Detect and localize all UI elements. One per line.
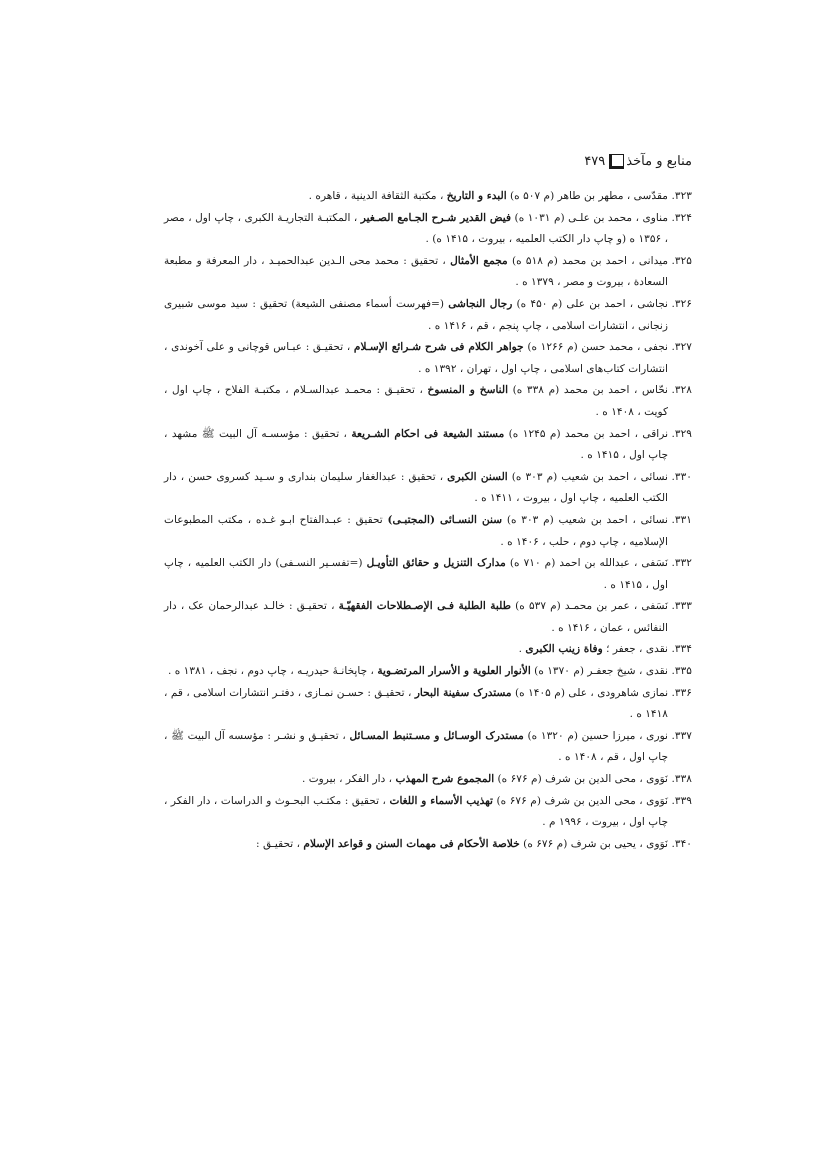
entry-title: مستدرک سفینة البحار	[414, 686, 512, 699]
entry-details: (=فهرست أسماء مصنفی الشیعة) تحقیق : سید موسی شبیری زنجانی ، انتشارات اسلامی ، چاپ پنجم ، قم ، ۱۴۱۶ ه .	[164, 297, 668, 332]
bibliography-entry	[164, 294, 692, 337]
entry-number: ۳۲۵.	[671, 254, 692, 267]
entry-details: تحقیق : عبـدالفتاح ابـو غـده ، مکتب المطبوعات الإسلامیه ، چاپ دوم ، حلب ، ۱۴۰۶ ه .	[164, 513, 668, 548]
running-header	[164, 148, 692, 174]
entry-title: سنن النسـائی (المجتبـی)	[387, 513, 503, 526]
entry-details: ، تحقیق : مؤسسـه آل البیت ﷺ مشهد ، چاپ اول ، ۱۴۱۵ ه .	[164, 427, 668, 462]
entry-title: وفاة زینب الکبری	[525, 643, 603, 656]
entry-number: ۳۳۴.	[671, 643, 692, 656]
entry-number: ۳۲۹.	[671, 427, 692, 440]
entry-details: ، تحقیـق :	[256, 837, 304, 850]
bibliography-entry	[164, 596, 692, 639]
entry-author: نقدی ، شیخ جعفـر (م ۱۳۷۰ ه)	[530, 665, 668, 678]
entry-number: ۳۲۸.	[671, 384, 692, 397]
entry-author: نمازی شاهرودی ، علی (م ۱۴۰۵ ه)	[511, 686, 669, 699]
page-number: ۴۷۹	[584, 153, 606, 169]
page	[164, 148, 692, 855]
bibliography-entry	[164, 337, 692, 380]
entry-author: نحّاس ، احمد بن محمد (م ۳۳۸ ه)	[508, 384, 669, 397]
entry-number: ۳۳۹.	[671, 794, 692, 807]
entry-author: مقدّسی ، مطهر بن طاهر (م ۵۰۷ ه)	[506, 190, 668, 202]
entry-details: ، تحقیق : عبدالغفار سلیمان بنداری و سـید کسروی حسن ، دار الکتب العلمیه ، چاپ اول ، بیروت ، ۱۴۱۱ ه .	[164, 470, 668, 505]
entry-author: نجفی ، محمد حسن (م ۱۲۶۶ ه)	[523, 341, 669, 354]
entry-author: میدانی ، احمد بن محمد (م ۵۱۸ ه)	[507, 254, 669, 267]
entry-details: ، تحقیـق : خالـد عبدالرحمان عک ، دار النفائس ، عمان ، ۱۴۱۶ ه .	[164, 600, 668, 634]
entry-title: مستند الشیعة فی احکام الشـریعة	[351, 427, 505, 440]
entry-title: تهذیب الأسماء و اللغات	[389, 794, 493, 807]
entry-title: مجمع الأمثال	[450, 254, 508, 267]
entry-author: نَوَوی ، یحیی بن شرف (م ۶۷۶ ه)	[519, 837, 668, 850]
entry-author: نراقی ، احمد بن محمد (م ۱۲۴۵ ه)	[504, 427, 669, 440]
bibliography-entry	[164, 683, 692, 726]
bibliography-entry	[164, 553, 692, 596]
entry-title: مستدرک الوسـائل و مسـتنبط المسـائل	[349, 729, 524, 742]
entry-number: ۳۳۶.	[671, 686, 692, 699]
entry-title: المجموع شرح المهذب	[395, 773, 495, 786]
entry-details: ، تحقیق : محمد محی الـدین عبدالحمیـد ، دار المعرفة و مطبعة السعادة ، بیروت و مصر ، ۱۳۷۹ ه .	[164, 254, 668, 289]
bibliography-entry	[164, 186, 692, 208]
bibliography-entry	[164, 639, 692, 661]
entry-title: السنن الکبری	[447, 470, 508, 483]
entry-title: فیض القدیر شـرح الجـامع الصـغیر	[360, 211, 512, 224]
entry-details: ، تحقیـق : محمـد عبدالسـلام ، مکتبـة الفلاح ، چاپ اول ، کویت ، ۱۴۰۸ ه .	[164, 384, 668, 418]
entry-title: جواهر الکلام فی شرح شـرائع الإسـلام	[353, 341, 524, 354]
entry-details: (=تفسـیر النسـفی) دار الکتب العلمیه ، چاپ اول ، ۱۴۱۵ ه .	[164, 557, 668, 591]
entry-details: ، دار الفکر ، بیروت .	[301, 773, 396, 786]
entry-author: نَسَفی ، عمر بن محمـد (م ۵۳۷ ه)	[511, 600, 668, 613]
bibliography-entry	[164, 208, 692, 251]
entry-number: ۳۳۱.	[671, 513, 692, 526]
entry-number: ۳۲۷.	[671, 341, 692, 354]
entry-details: ، مکتبة الثقافة الدینیة ، قاهره .	[308, 190, 447, 202]
entry-number: ۳۳۰.	[671, 470, 692, 483]
entry-number: ۳۳۲.	[671, 557, 692, 570]
entry-title: البدء و التاریخ	[446, 190, 507, 202]
bibliography-entry	[164, 834, 692, 856]
bibliography-entry	[164, 510, 692, 553]
square-bullet-icon	[609, 154, 624, 169]
bibliography-entry	[164, 769, 692, 791]
entry-details: ، تحقیـق و نشـر : مؤسسه آل البیت ﷺ ، چاپ اول ، قم ، ۱۴۰۸ ه .	[164, 729, 668, 764]
entry-author: نقدی ، جعفر ؛	[602, 643, 668, 656]
entry-details: ، المکتبـة التجاریـة الکبری ، چاپ اول ، مصر ، ۱۳۵۶ ه (و چاپ دار الکتب العلمیه ، بیروت ، ۱۴۱۵ ه) .	[164, 211, 668, 246]
entry-author: نجاشی ، احمد بن علی (م ۴۵۰ ه)	[512, 297, 669, 310]
entry-details: ، چاپخانـهٔ حیدریـه ، چاپ دوم ، نجف ، ۱۳۸۱ ه .	[167, 665, 378, 678]
entry-number: ۳۲۳.	[671, 190, 692, 202]
entry-details: ، تحقیق : مکتـب البحـوث و الدراسات ، دار الفکر ، چاپ اول ، بیروت ، ۱۹۹۶ م .	[164, 794, 668, 829]
entry-details: ، تحقیـق : عبـاس قوچانی و علی آخوندی ، انتشارات کتاب‌های اسلامی ، چاپ اول ، تهران ، ۱۳۹۲ ه .	[164, 341, 668, 375]
entry-author: نَوَوی ، محی الدین بن شرف (م ۶۷۶ ه)	[493, 794, 669, 807]
entry-author: مناوی ، محمد بن علـی (م ۱۰۳۱ ه)	[511, 211, 668, 224]
bibliography-entry	[164, 791, 692, 834]
entry-number: ۳۳۸.	[671, 773, 692, 786]
bibliography-entry	[164, 424, 692, 467]
section-title: منابع و مآخذ	[626, 153, 692, 169]
entry-title: طلبة الطلبة فـی الإصـطلاحات الفقهیّـة	[338, 600, 512, 613]
entry-number: ۳۲۴.	[671, 211, 692, 224]
bibliography-entry	[164, 251, 692, 294]
entry-author: نسائی ، احمد بن شعیب (م ۳۰۳ ه)	[507, 470, 668, 483]
entry-number: ۳۳۷.	[671, 729, 692, 742]
entry-title: الناسخ و المنسوخ	[427, 384, 509, 397]
entry-number: ۳۲۶.	[671, 297, 692, 310]
entry-number: ۳۳۳.	[671, 600, 692, 613]
bibliography-entry	[164, 380, 692, 423]
entry-title: رجال النجاشی	[448, 297, 513, 310]
entry-number: ۳۳۵.	[671, 665, 692, 678]
entry-author: نوری ، میرزا حسین (م ۱۳۲۰ ه)	[523, 729, 668, 742]
bibliography-entry	[164, 467, 692, 510]
entry-author: نسائی ، احمد بن شعیب (م ۳۰۳ ه)	[502, 513, 669, 526]
bibliography-list	[164, 186, 692, 855]
entry-author: نَوَوی ، محی الدین بن شرف (م ۶۷۶ ه)	[494, 773, 668, 786]
entry-title: الأنوار العلویة و الأسرار المرتضـویة	[377, 665, 531, 678]
bibliography-entry	[164, 661, 692, 683]
entry-number: ۳۴۰.	[671, 837, 692, 850]
entry-details: .	[518, 643, 526, 656]
entry-title: خلاصة الأحکام فی مهمات السنن و قواعد الإسلام	[303, 837, 520, 850]
entry-title: مدارک التنزیل و حقائق التأویـل	[366, 557, 506, 570]
entry-author: نَسَفی ، عبدالله بن احمد (م ۷۱۰ ه)	[505, 557, 669, 570]
bibliography-entry	[164, 726, 692, 769]
entry-details: ، تحقیـق : حسـن نمـازی ، دفتـر انتشارات اسلامی ، قم ، ۱۴۱۸ ه .	[164, 686, 668, 721]
